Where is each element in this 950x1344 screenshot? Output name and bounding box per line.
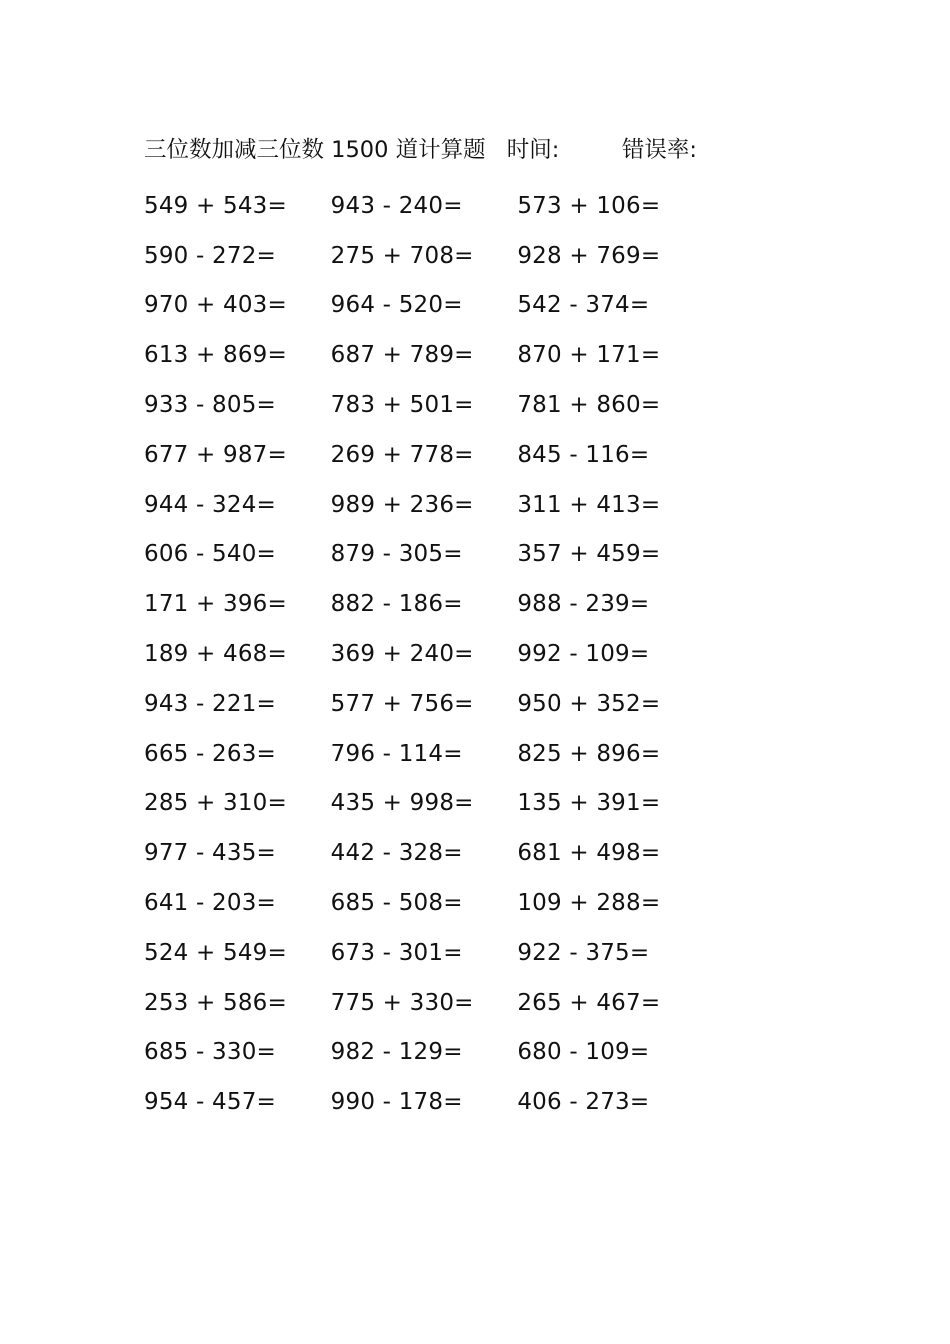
problem-row	[144, 181, 704, 231]
problem-item: 524 + 549=	[144, 939, 287, 966]
problem-item: 549 + 543=	[144, 192, 287, 219]
problem-item: 613 + 869=	[144, 342, 287, 369]
problem-item: 677 + 987=	[144, 441, 287, 468]
problem-row	[144, 330, 704, 380]
problem-item: 577 + 756=	[330, 690, 474, 717]
worksheet-header	[144, 132, 697, 168]
problem-item: 954 - 457=	[144, 1089, 276, 1116]
time-label: 时间:	[506, 137, 560, 163]
problem-item: 990 - 178=	[330, 1089, 463, 1116]
problem-item: 673 - 301=	[330, 939, 463, 966]
problem-row	[144, 679, 704, 729]
problem-item: 950 + 352=	[517, 690, 661, 717]
problem-row	[144, 928, 704, 978]
problem-item: 775 + 330=	[330, 989, 474, 1016]
problem-item: 977 - 435=	[144, 840, 276, 867]
problem-item: 922 - 375=	[517, 939, 650, 966]
problem-row	[144, 530, 704, 580]
problem-item: 665 - 263=	[144, 740, 276, 767]
problem-row	[144, 480, 704, 530]
problem-row	[144, 1028, 704, 1078]
problem-item: 989 + 236=	[330, 491, 474, 518]
problem-item: 680 - 109=	[517, 1039, 650, 1066]
problem-item: 943 - 240=	[330, 192, 463, 219]
problem-item: 988 - 239=	[517, 591, 650, 618]
problem-item: 442 - 328=	[330, 840, 463, 867]
problem-row	[144, 579, 704, 629]
problem-item: 845 - 116=	[517, 441, 650, 468]
problem-row	[144, 729, 704, 779]
problem-row	[144, 430, 704, 480]
problem-item: 943 - 221=	[144, 690, 276, 717]
problem-item: 135 + 391=	[517, 790, 661, 817]
problem-item: 253 + 586=	[144, 989, 287, 1016]
problem-item: 641 - 203=	[144, 890, 276, 917]
problem-row	[144, 779, 704, 829]
problem-item: 606 - 540=	[144, 541, 276, 568]
problem-item: 783 + 501=	[330, 392, 474, 419]
problem-item: 357 + 459=	[517, 541, 661, 568]
problem-row	[144, 878, 704, 928]
problem-item: 781 + 860=	[517, 392, 661, 419]
problem-grid	[144, 181, 704, 1127]
problem-item: 685 - 330=	[144, 1039, 276, 1066]
problem-item: 964 - 520=	[330, 292, 463, 319]
problem-item: 944 - 324=	[144, 491, 276, 518]
problem-item: 311 + 413=	[517, 491, 661, 518]
problem-item: 265 + 467=	[517, 989, 661, 1016]
problem-item: 992 - 109=	[517, 641, 650, 668]
problem-row	[144, 231, 704, 281]
problem-item: 406 - 273=	[517, 1089, 650, 1116]
problem-item: 189 + 468=	[144, 641, 287, 668]
problem-item: 882 - 186=	[330, 591, 463, 618]
problem-item: 687 + 789=	[330, 342, 474, 369]
problem-item: 171 + 396=	[144, 591, 287, 618]
problem-item: 685 - 508=	[330, 890, 463, 917]
problem-row	[144, 380, 704, 430]
problem-item: 928 + 769=	[517, 242, 661, 269]
problem-item: 970 + 403=	[144, 292, 287, 319]
problem-item: 590 - 272=	[144, 242, 276, 269]
worksheet-title: 三位数加减三位数 1500 道计算题	[144, 137, 486, 163]
problem-row	[144, 281, 704, 331]
problem-item: 269 + 778=	[330, 441, 474, 468]
problem-item: 435 + 998=	[330, 790, 474, 817]
problem-item: 796 - 114=	[330, 740, 463, 767]
problem-row	[144, 629, 704, 679]
problem-item: 573 + 106=	[517, 192, 661, 219]
problem-item: 542 - 374=	[517, 292, 650, 319]
problem-item: 933 - 805=	[144, 392, 276, 419]
problem-row	[144, 828, 704, 878]
problem-item: 109 + 288=	[517, 890, 661, 917]
error-rate-label: 错误率:	[621, 137, 697, 163]
problem-item: 285 + 310=	[144, 790, 287, 817]
problem-row	[144, 1077, 704, 1127]
problem-item: 825 + 896=	[517, 740, 661, 767]
problem-item: 275 + 708=	[330, 242, 474, 269]
problem-item: 982 - 129=	[330, 1039, 463, 1066]
problem-item: 879 - 305=	[330, 541, 463, 568]
problem-item: 681 + 498=	[517, 840, 661, 867]
problem-item: 870 + 171=	[517, 342, 661, 369]
problem-item: 369 + 240=	[330, 641, 474, 668]
problem-row	[144, 978, 704, 1028]
